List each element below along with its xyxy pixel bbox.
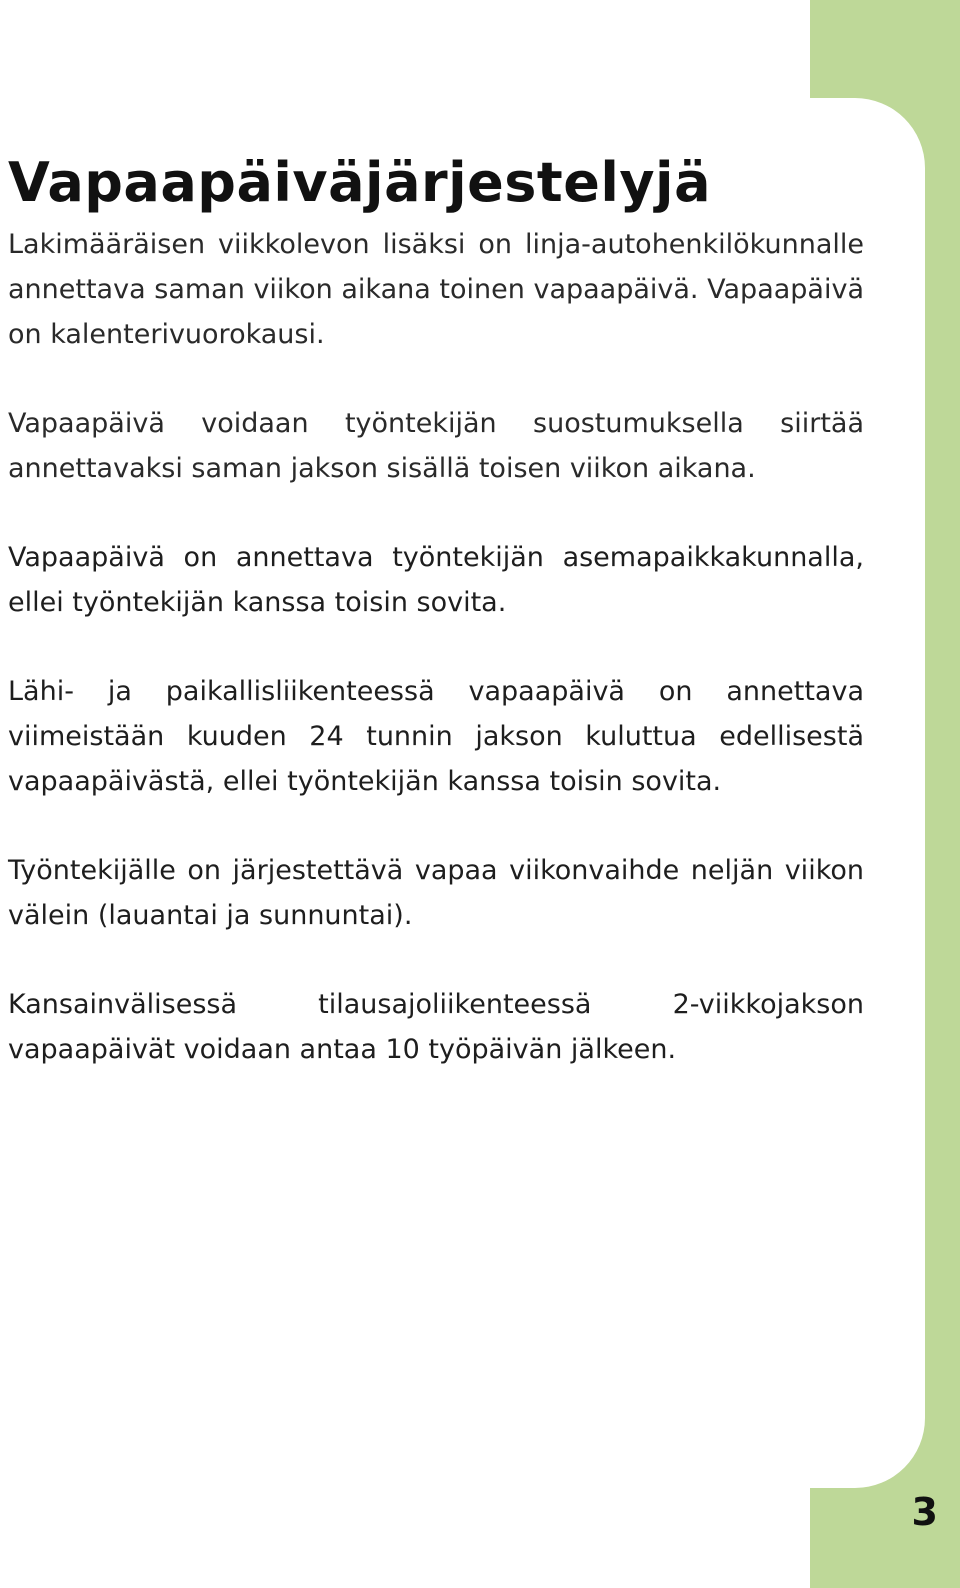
page-title: Vapaapäiväjärjestelyjä: [8, 151, 712, 214]
paragraph-international: Kansainvälisessä tilausajoliikenteessä 2-viikkojakson vapaapäivät voidaan antaa 10 työpäivän jälkeen.: [8, 989, 864, 1066]
paragraph-transfer: Vapaapäivä voidaan työntekijän suostumuksella siirtää annettavaksi saman jakson sisällä toisen viikon aikana.: [8, 408, 864, 485]
page-content: [8, 148, 864, 1116]
paragraph-weekly-rest: Lakimääräisen viikkolevon lisäksi on linja-autohenkilökunnalle annettava saman viikon aikana toinen vapaapäivä. Vapaapäivä on kalenterivuorokausi.: [8, 229, 864, 351]
paragraph-location: Vapaapäivä on annettava työntekijän asemapaikkakunnalla, ellei työntekijän kanssa toisin sovita.: [8, 542, 864, 619]
paragraph-weekend: Työntekijälle on järjestettävä vapaa viikonvaihde neljän viikon välein (lauantai ja sunnuntai).: [8, 855, 864, 932]
paragraph-local-traffic: Lähi- ja paikallisliikenteessä vapaapäivä on annettava viimeistään kuuden 24 tunnin jakson kuluttua edellisestä vapaapäivästä, ellei työntekijän kanssa toisin sovita.: [8, 676, 864, 798]
page-number: 3: [911, 1490, 938, 1534]
